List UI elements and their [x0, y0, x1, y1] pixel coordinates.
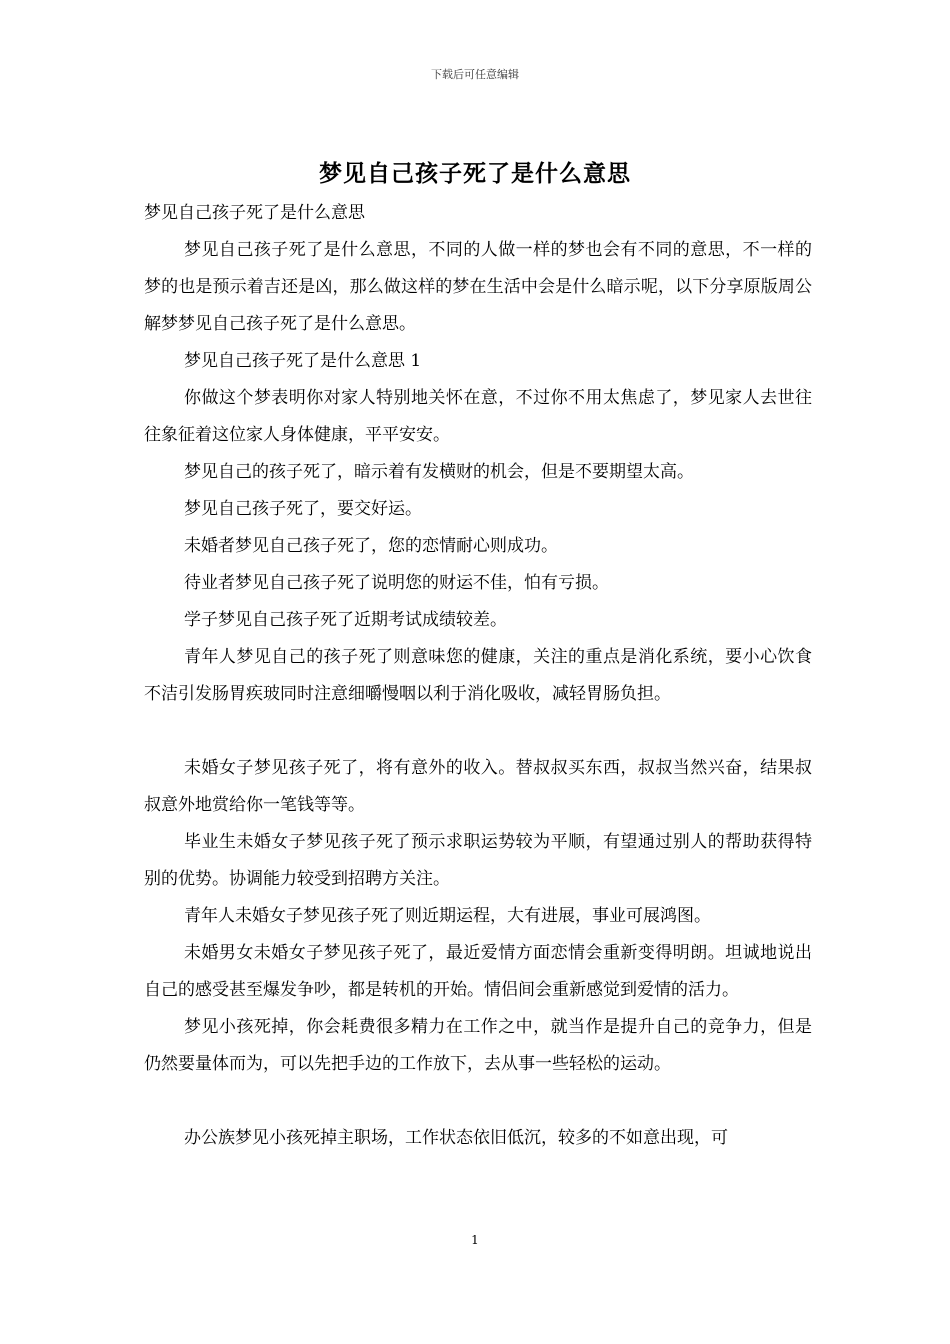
- document-title: 梦见自己孩子死了是什么意思: [319, 160, 631, 187]
- paragraph: 梦见小孩死掉，你会耗费很多精力在工作之中，就当作是提升自己的竞争力，但是仍然要量体而为，可以先把手边的工作放下，去从事一些轻松的运动。: [144, 1017, 812, 1074]
- paragraph: 青年人未婚女子梦见孩子死了则近期运程，大有进展，事业可展鸿图。: [184, 906, 711, 926]
- paragraph: 青年人梦见自己的孩子死了则意味您的健康，关注的重点是消化系统，要小心饮食不洁引发肠胃疾玻同时注意细嚼慢咽以利于消化吸收，减轻胃肠负担。: [144, 647, 812, 704]
- paragraph-intro: 梦见自己孩子死了是什么意思，不同的人做一样的梦也会有不同的意思，不一样的梦的也是预示着吉还是凶，那么做这样的梦在生活中会是什么暗示呢，以下分享原版周公解梦梦见自己孩子死了是什么意思。: [144, 240, 812, 334]
- paragraph: 待业者梦见自己孩子死了说明您的财运不佳，怕有亏损。: [184, 573, 609, 593]
- section-heading: 梦见自己孩子死了是什么意思 1: [184, 351, 422, 371]
- paragraph: 梦见自己孩子死了，要交好运。: [184, 499, 422, 519]
- paragraph: 梦见自己的孩子死了，暗示着有发横财的机会，但是不要期望太高。: [184, 462, 694, 482]
- page-header: 下载后可任意编辑: [431, 68, 519, 81]
- paragraph-subtitle: 梦见自己孩子死了是什么意思: [144, 203, 365, 223]
- paragraph: 你做这个梦表明你对家人特别地关怀在意，不过你不用太焦虑了，梦见家人去世往往象征着这位家人身体健康，平平安安。: [144, 388, 812, 445]
- paragraph: 学子梦见自己孩子死了近期考试成绩较差。: [184, 610, 507, 630]
- paragraph: 毕业生未婚女子梦见孩子死了预示求职运势较为平顺，有望通过别人的帮助获得特别的优势。协调能力较受到招聘方关注。: [144, 832, 812, 889]
- paragraph: 办公族梦见小孩死掉主职场，工作状态依旧低沉，较多的不如意出现，可: [184, 1128, 728, 1148]
- paragraph-spacer: [144, 1083, 812, 1120]
- document-body: [144, 195, 812, 1157]
- paragraph: 未婚女子梦见孩子死了，将有意外的收入。替叔叔买东西，叔叔当然兴奋，结果叔叔意外地赏给你一笔钱等等。: [144, 758, 812, 815]
- paragraph: 未婚男女未婚女子梦见孩子死了，最近爱情方面恋情会重新变得明朗。坦诚地说出自己的感受甚至爆发争吵，都是转机的开始。情侣间会重新感觉到爱情的活力。: [144, 943, 812, 1000]
- paragraph: 未婚者梦见自己孩子死了，您的恋情耐心则成功。: [184, 536, 558, 556]
- paragraph-spacer: [144, 713, 812, 750]
- page-number: 1: [471, 1233, 479, 1247]
